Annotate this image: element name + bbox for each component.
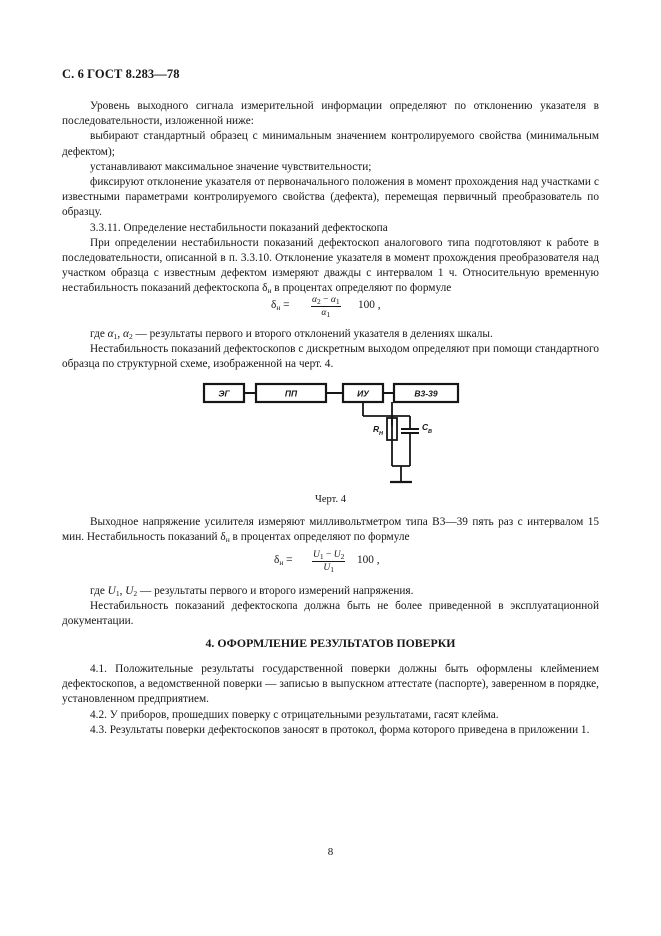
paragraph: 4.3. Результаты поверки дефектоскопов заносят в протокол, форма которого приведена в приложении 1. — [90, 723, 590, 736]
text-block-conclusion — [62, 584, 599, 630]
formula-lhs: $\delta_н$ = — [274, 554, 293, 567]
page-number: 8 — [327, 846, 334, 858]
block-label: ИУ — [357, 388, 369, 399]
figure-caption: Черт. 4 — [315, 494, 346, 505]
paragraph: Выходное напряжение усилителя измеряют милливольтметром типа В3—39 пять раз с интервалом 15 мин. Нестабильность показаний $\delta_н$ в процентах определяют по формуле — [62, 516, 599, 545]
formula-fraction — [312, 549, 345, 574]
formula-tail: 100 , — [358, 299, 381, 311]
formula-tail: 100 , — [357, 554, 380, 566]
formula-alpha — [271, 294, 401, 324]
text-block-level — [62, 99, 599, 297]
structural-diagram — [180, 374, 480, 486]
paragraph-text: в процентах определяют по формуле — [271, 282, 452, 295]
block-label: ЭГ — [218, 388, 230, 399]
paragraph — [62, 236, 599, 297]
formula-voltage — [274, 549, 404, 579]
paragraph: 3.3.11. Определение нестабильности показаний дефектоскопа — [90, 221, 388, 234]
paragraph: Нестабильность показаний дефектоскопов с дискретным выходом определяют при помощи стандартного образца по структурной схеме, изображенной на черт. 4. — [62, 343, 599, 371]
paragraph: фиксируют отклонение указателя от первоначального положения в момент прохождения над участками с известными параметрами контролируемого свойства (дефекта), перемещая первичный преобразователь по образцу. — [62, 176, 599, 219]
section-title: 4. ОФОРМЛЕНИЕ РЕЗУЛЬТАТОВ ПОВЕРКИ — [205, 636, 456, 650]
paragraph: Уровень выходного сигнала измерительной информации определяют по отклонению указателя в последовательности, изложенной ниже: — [62, 100, 599, 128]
paragraph: где $\alpha_1$, $\alpha_2$ — результаты первого и второго отклонений указателя в делениях шкалы. — [90, 328, 493, 341]
fraction-numerator: $U_1 - U_2$ — [313, 550, 345, 561]
text-block-results — [62, 662, 599, 738]
block-label: В3-39 — [414, 388, 438, 399]
block-label: ПП — [284, 388, 298, 399]
paragraph: Нестабильность показаний дефектоскопа должна быть не более приведенной в эксплуатационной документации. — [62, 600, 599, 628]
paragraph: выбирают стандартный образец с минимальным значением контролируемого свойства (минимальным дефектом); — [62, 130, 599, 158]
fraction-denominator: $U_1$ — [323, 563, 334, 574]
subscript: н — [267, 286, 272, 296]
resistor-label: R — [373, 424, 380, 434]
formula-fraction — [311, 294, 341, 319]
paragraph: где $U_1$, $U_2$ — результаты первого и второго измерений напряжения. — [90, 585, 414, 598]
text-block-voltage — [62, 515, 599, 545]
page-header: С. 6 ГОСТ 8.283—78 — [62, 67, 180, 81]
fraction-denominator: $\alpha_1$ — [321, 308, 331, 319]
formula-lhs: $\delta_н$ = — [271, 299, 290, 312]
text-block-where — [62, 327, 599, 373]
resistor-subscript: H — [379, 431, 383, 437]
capacitor-subscript: B — [428, 429, 432, 435]
paragraph: устанавливают максимальное значение чувствительности; — [90, 160, 372, 173]
paragraph: 4.2. У приборов, прошедших поверку с отрицательными результатами, гасят клейма. — [90, 708, 499, 721]
paragraph-text: При определении нестабильности показаний дефектоскоп аналогового типа подготовляют к работе в последовательности, описанной в п. 3.3.10. Отклонение указателя в момент прохождения преобразователя над участком образца с известным дефектом измеряют дважды с интервалом 1 ч. Относительную временную нестабильность показаний дефектоскопа δ — [62, 236, 599, 295]
capacitor-label: C — [422, 422, 429, 432]
paragraph: 4.1. Положительные результаты государственной поверки должны быть оформлены клеймением дефектоскопов, а ведомственной поверки — записью в выпускном аттестате (паспорте), заверенном в порядке, установленном предприятием. — [62, 663, 599, 706]
fraction-numerator: $\alpha_2 - \alpha_1$ — [312, 295, 340, 306]
